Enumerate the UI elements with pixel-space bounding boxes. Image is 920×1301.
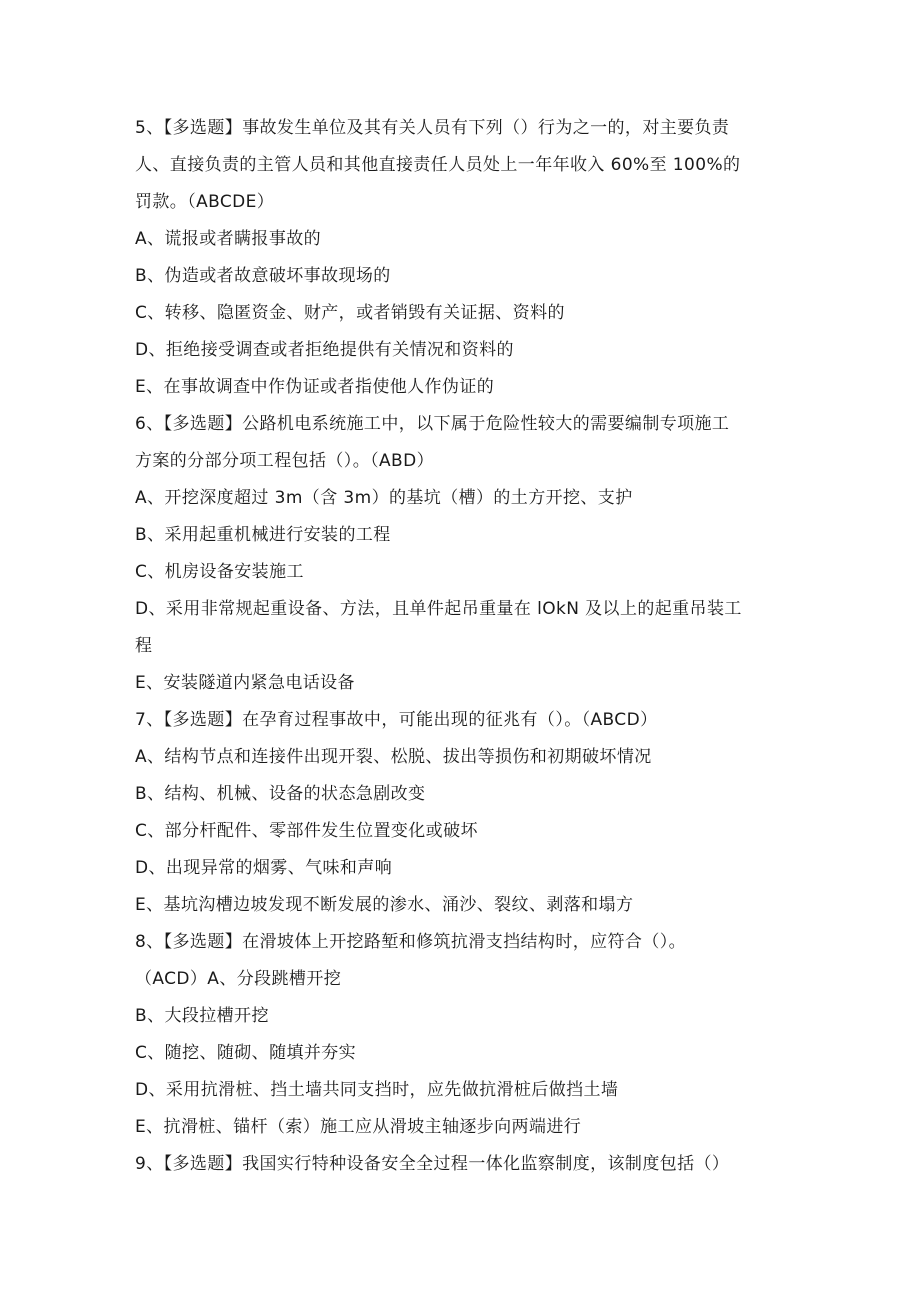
q6-option-a: A、开挖深度超过 3m（含 3m）的基坑（槽）的土方开挖、支护 bbox=[135, 488, 633, 508]
q8-answer-option-a: （ACD）A、分段跳槽开挖 bbox=[135, 969, 342, 989]
q5-stem-line-3: 罚款。（ABCDE） bbox=[135, 192, 275, 212]
q8-stem: 8、【多选题】在滑坡体上开挖路堑和修筑抗滑支挡结构时，应符合（）。 bbox=[135, 932, 687, 952]
q6-option-b: B、采用起重机械进行安装的工程 bbox=[135, 525, 391, 545]
q7-option-c: C、部分杆配件、零部件发生位置变化或破坏 bbox=[135, 821, 478, 841]
q7-option-e: E、基坑沟槽边坡发现不断发展的渗水、涌沙、裂纹、剥落和塌方 bbox=[135, 895, 634, 915]
q8-option-c: C、随挖、随砌、随填并夯实 bbox=[135, 1043, 357, 1063]
q6-option-d-line-1: D、采用非常规起重设备、方法，且单件起吊重量在 lOkN 及以上的起重吊装工 bbox=[135, 599, 742, 619]
q7-option-b: B、结构、机械、设备的状态急剧改变 bbox=[135, 784, 426, 804]
q5-option-c: C、转移、隐匿资金、财产，或者销毁有关证据、资料的 bbox=[135, 303, 565, 323]
q5-option-d: D、拒绝接受调查或者拒绝提供有关情况和资料的 bbox=[135, 340, 514, 360]
q6-option-d-line-2: 程 bbox=[135, 636, 153, 656]
q5-option-b: B、伪造或者故意破坏事故现场的 bbox=[135, 266, 391, 286]
q6-option-e: E、安装隧道内紧急电话设备 bbox=[135, 673, 355, 693]
q7-option-a: A、结构节点和连接件出现开裂、松脱、拔出等损伤和初期破坏情况 bbox=[135, 747, 652, 767]
document-text bbox=[135, 110, 795, 1183]
q5-option-e: E、在事故调查中作伪证或者指使他人作伪证的 bbox=[135, 377, 495, 397]
q8-option-e: E、抗滑桩、锚杆（索）施工应从滑坡主轴逐步向两端进行 bbox=[135, 1117, 582, 1137]
q5-option-a: A、谎报或者瞒报事故的 bbox=[135, 229, 322, 249]
q6-option-c: C、机房设备安装施工 bbox=[135, 562, 304, 582]
q8-option-b: B、大段拉槽开挖 bbox=[135, 1006, 269, 1026]
q6-stem-line-2: 方案的分部分项工程包括（）。（ABD） bbox=[135, 451, 434, 471]
q8-option-d: D、采用抗滑桩、挡土墙共同支挡时，应先做抗滑桩后做挡土墙 bbox=[135, 1080, 619, 1100]
q5-stem-line-1: 5、【多选题】事故发生单位及其有关人员有下列（）行为之一的，对主要负责 bbox=[135, 118, 730, 138]
q7-option-d: D、出现异常的烟雾、气味和声响 bbox=[135, 858, 393, 878]
q5-stem-line-2: 人、直接负责的主管人员和其他直接责任人员处上一年年收入 60%至 100%的 bbox=[135, 155, 741, 175]
q7-stem: 7、【多选题】在孕育过程事故中，可能出现的征兆有（）。（ABCD） bbox=[135, 710, 658, 730]
q6-stem-line-1: 6、【多选题】公路机电系统施工中，以下属于危险性较大的需要编制专项施工 bbox=[135, 414, 730, 434]
q9-stem: 9、【多选题】我国实行特种设备安全全过程一体化监察制度，该制度包括（） bbox=[135, 1154, 730, 1174]
